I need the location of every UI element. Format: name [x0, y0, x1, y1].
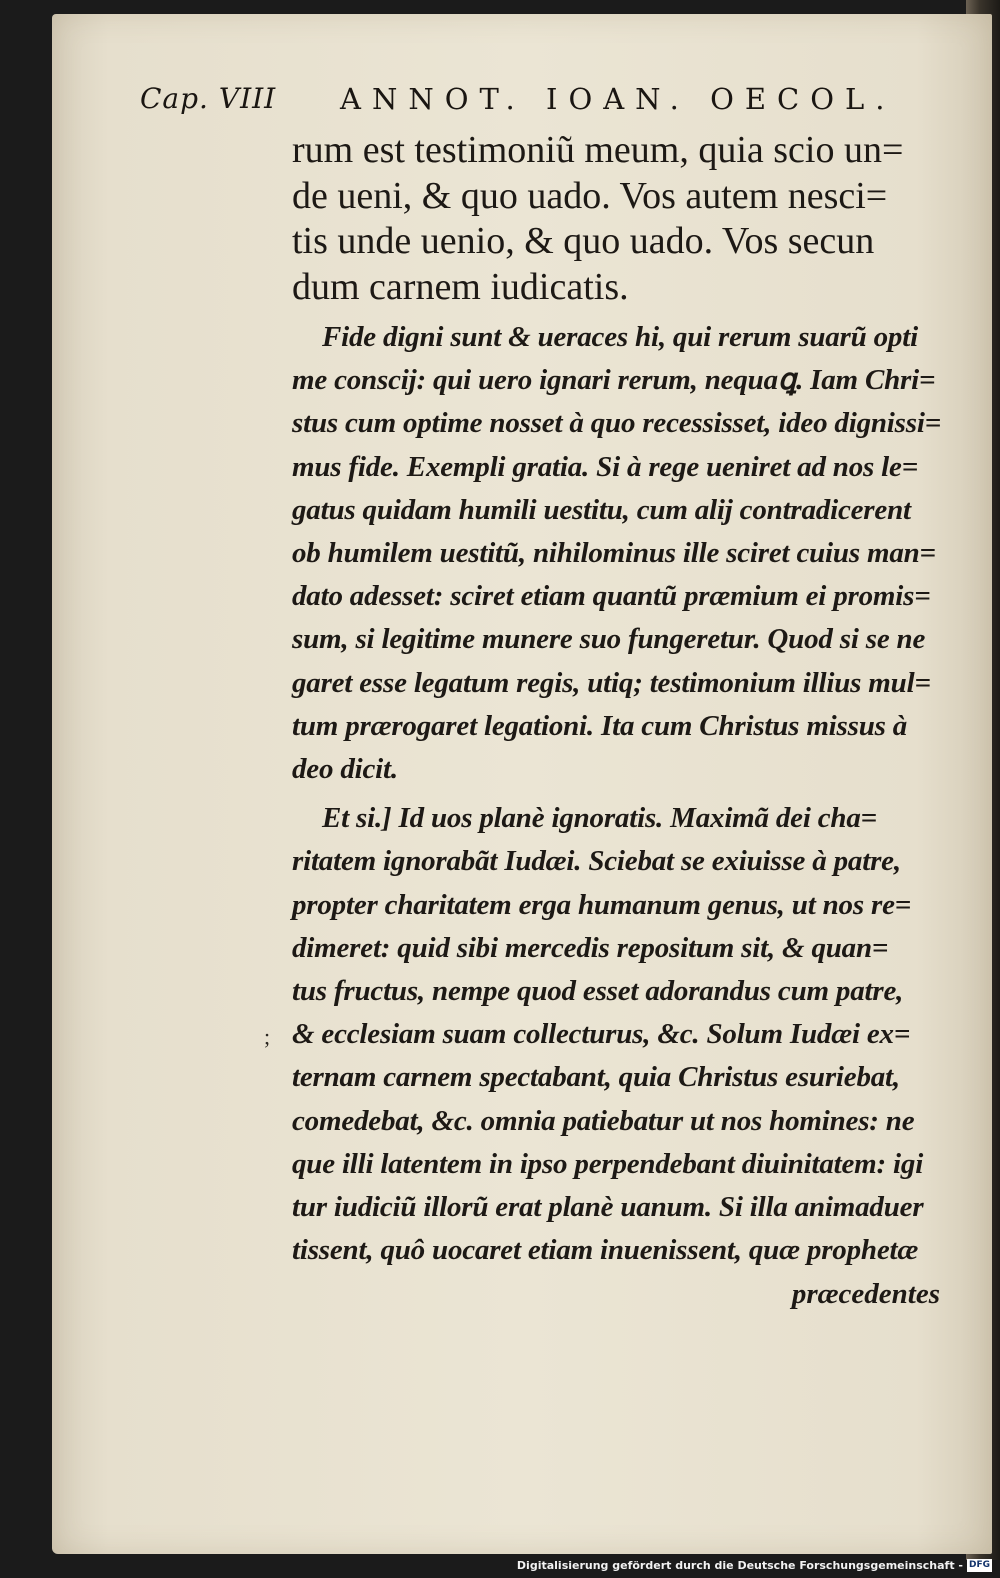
commentary-line: dato adesset: sciret etiam quantũ præmium ei promis= — [292, 580, 931, 613]
commentary-line: propter charitatem erga humanum genus, ut nos re= — [292, 888, 912, 921]
commentary-paragraph-1 — [292, 316, 952, 791]
commentary-line: dimeret: quid sibi mercedis repositum sit, & quan= — [292, 931, 889, 964]
running-head — [140, 82, 960, 122]
running-title: ANNOT. IOAN. OECOL. — [340, 82, 896, 116]
commentary-line: deo dicit. — [292, 753, 398, 786]
commentary-line: & ecclesiam suam collecturus, &c. Solum Iudæi ex= — [292, 1018, 911, 1051]
catchword: præcedentes — [791, 1278, 940, 1311]
commentary-line: comedebat, &c. omnia patiebatur ut nos homines: ne — [292, 1104, 915, 1137]
text-line: tis unde uenio, & quo uado. Vos secun — [292, 220, 875, 262]
commentary-line: ternam carnem spectabant, quia Christus esuriebat, — [292, 1061, 900, 1094]
commentary-line: sum, si legitime munere suo fungeretur. Quod si se ne — [292, 623, 926, 656]
text-line: dum carnem iudicatis. — [292, 265, 629, 308]
commentary-line: que illi latentem in ipso perpendebant diuinitatem: igi — [292, 1147, 924, 1180]
dfg-logo: DFG — [968, 1559, 990, 1570]
commentary-line: ritatem ignorabãt Iudæi. Sciebat se exiuisse à patre, — [292, 845, 901, 878]
commentary-paragraph-2 — [292, 797, 952, 1272]
scripture-text — [292, 128, 952, 310]
page-body — [292, 128, 952, 1316]
commentary-line: tus fructus, nempe quod esset adorandus cum patre, — [292, 975, 904, 1008]
commentary-line: gatus quidam humili uestitu, cum alij contradicerent — [292, 493, 911, 526]
commentary-line: tur iudiciũ illorũ erat planè uanum. Si illa animaduer — [292, 1191, 924, 1224]
commentary-line: Et si.] Id uos planè ignoratis. Maximã dei cha= — [322, 802, 877, 835]
commentary-line: stus cum optime nosset à quo recessisset, ideo dignissi= — [292, 407, 942, 440]
text-line: de ueni, & quo uado. Vos autem nesci= — [292, 174, 888, 217]
commentary-line: me conscij: qui uero ignari rerum, nequaꝗ. Iam Chri= — [292, 364, 936, 397]
digitization-footer — [517, 1556, 992, 1574]
margin-mark: ; — [264, 1024, 271, 1049]
commentary-line: ob humilem uestitũ, nihilominus ille sciret cuius man= — [292, 537, 936, 570]
footer-text: Digitalisierung gefördert durch die Deutsche Forschungsgemeinschaft - — [516, 1558, 963, 1572]
commentary-line: garet esse legatum regis, utiq; testimonium illius mul= — [292, 666, 931, 699]
chapter-label: Cap. VIII — [140, 82, 277, 115]
commentary-line: mus fide. Exempli gratia. Si à rege ueniret ad nos le= — [292, 450, 919, 483]
commentary-line: tum prærogaret legationi. Ita cum Christus missus à — [292, 709, 908, 742]
text-line: rum est testimoniũ meum, quia scio un= — [292, 129, 904, 171]
commentary-line: Fide digni sunt & ueraces hi, qui rerum suarũ opti — [322, 321, 918, 353]
commentary-line: tissent, quô uocaret etiam inuenissent, quæ prophetæ — [292, 1234, 919, 1267]
